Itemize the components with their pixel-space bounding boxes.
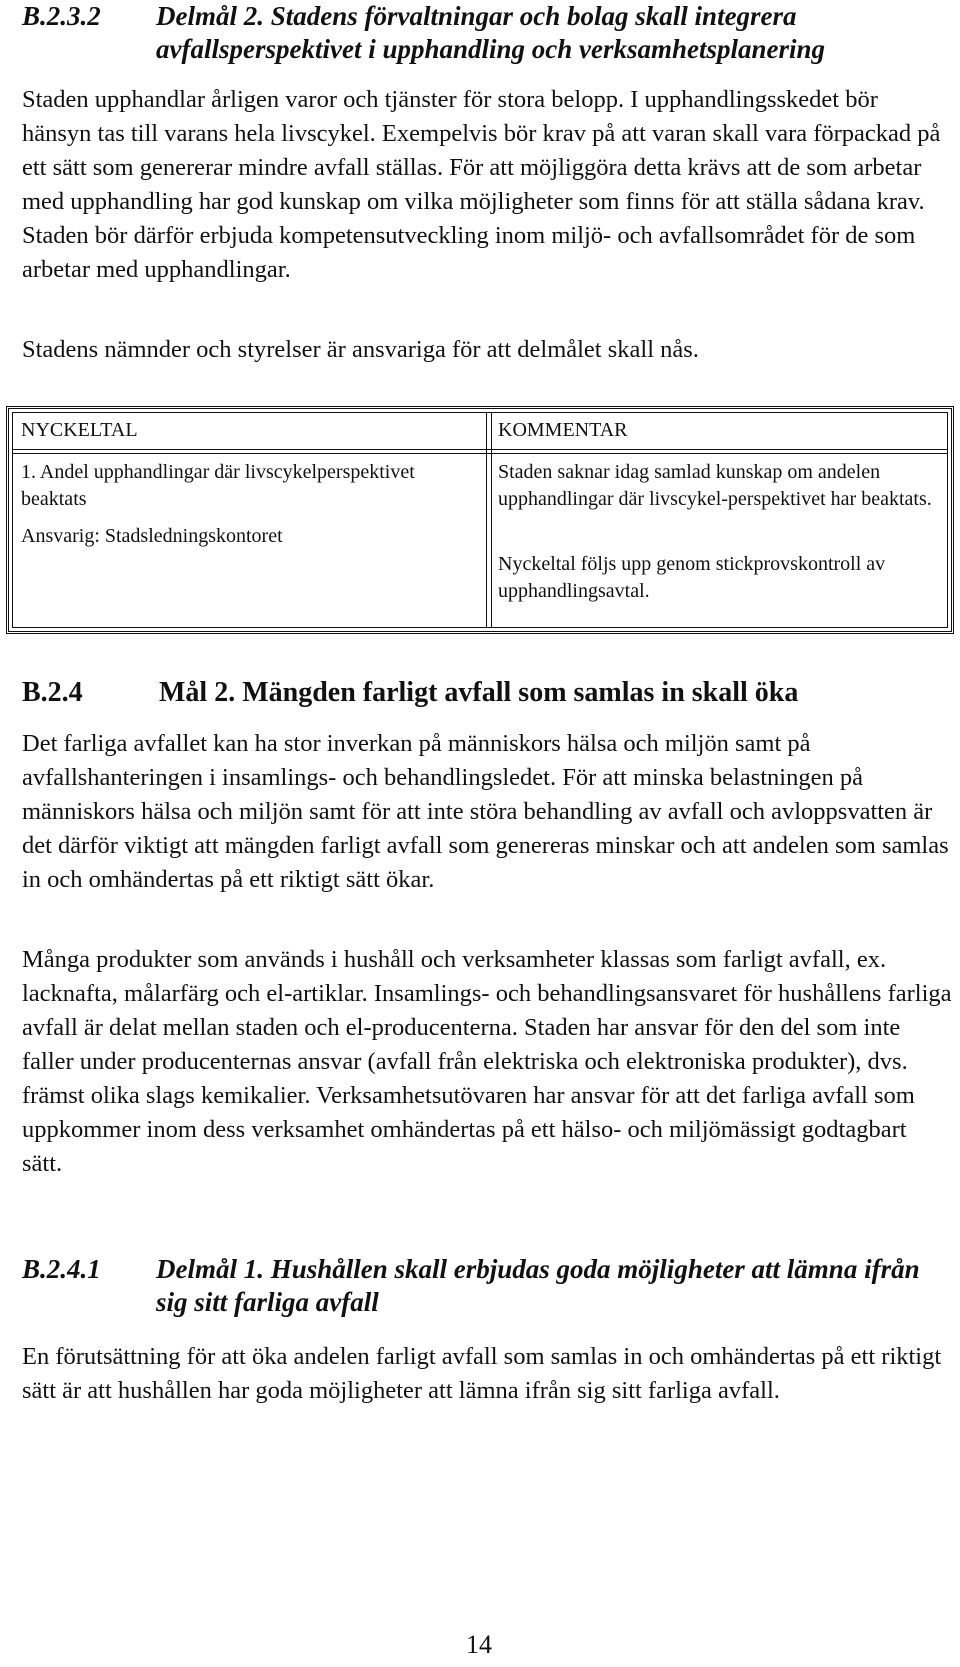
section-number: B.2.3.2 — [22, 1, 101, 31]
page-number: 14 — [466, 1630, 492, 1659]
key-figure-indicator: 1. Andel upphandlingar där livscykelperspektivet beaktats — [21, 461, 415, 510]
key-figure-comment: Staden saknar idag samlad kunskap om andelen upphandlingar där livscykel-perspektivet har beaktats. — [498, 461, 932, 510]
paragraph: Det farliga avfallet kan ha stor inverkan på människors hälsa och miljön samt på avfallshanteringen i insamlings- och behandlingsledet. För att minska belastningen på människors hälsa och miljön samt för att inte störa behandling av avfall och avloppsvatten är det därför viktigt att mängden farligt avfall som genereras minskar och att andelen som samlas in och omhändertas på ett riktigt sätt ökar. — [22, 730, 949, 893]
paragraph: En förutsättning för att öka andelen farligt avfall som samlas in och omhändertas på ett riktigt sätt är att hushållen har goda möjligheter att lämna ifrån sig sitt farliga avfall. — [22, 1343, 942, 1404]
key-figure-comment: Nyckeltal följs upp genom stickprovskontroll av upphandlingsavtal. — [498, 553, 886, 602]
table-divider — [13, 449, 947, 454]
key-figure-table — [6, 406, 954, 634]
section-number: B.2.4 — [22, 677, 83, 708]
table-header-key-figure: NYCKELTAL — [21, 419, 138, 441]
paragraph: Stadens nämnder och styrelser är ansvariga för att delmålet skall nås. — [22, 336, 699, 363]
section-number: B.2.4.1 — [22, 1254, 101, 1284]
key-figure-responsible: Ansvarig: Stadsledningskontoret — [21, 525, 283, 547]
table-header-comment: KOMMENTAR — [498, 419, 628, 441]
section-title: Mål 2. Mängden farligt avfall som samlas in skall öka — [159, 677, 799, 708]
section-title: Delmål 1. Hushållen skall erbjudas goda möjligheter att lämna ifrån sig sitt farliga avfall — [156, 1254, 920, 1317]
section-title: Delmål 2. Stadens förvaltningar och bolag skall integrera avfallsperspektivet i upphandling och verksamhetsplanering — [156, 1, 826, 64]
paragraph: Staden upphandlar årligen varor och tjänster för stora belopp. I upphandlingsskedet bör hänsyn tas till varans hela livscykel. Exempelvis bör krav på att varan skall vara förpackad på ett sätt som genererar mindre avfall ställas. För att möjliggöra detta krävs att de som arbetar med upphandling har god kunskap om vilka möjligheter som finns för att ställa sådana krav. Staden bör därför erbjuda kompetensutveckling inom miljö- och avfallsområdet för de som arbetar med upphandlingar. — [22, 86, 941, 283]
paragraph: Många produkter som används i hushåll och verksamheter klassas som farligt avfall, ex. lacknafta, målarfärg och el-artiklar. Insamlings- och behandlingsansvaret för hushållens farliga avfall är delat mellan staden och el-producenterna. Staden har ansvar för den del som inte faller under producenternas ansvar (avfall från elektriska och elektroniska produkter), dvs. främst olika slags kemikalier. Verksamhetsutövaren har ansvar för att det farliga avfall som uppkommer inom dess verksamhet omhändertas på ett hälso- och miljömässigt godtagbart sätt. — [22, 946, 952, 1177]
table-divider — [486, 413, 492, 627]
